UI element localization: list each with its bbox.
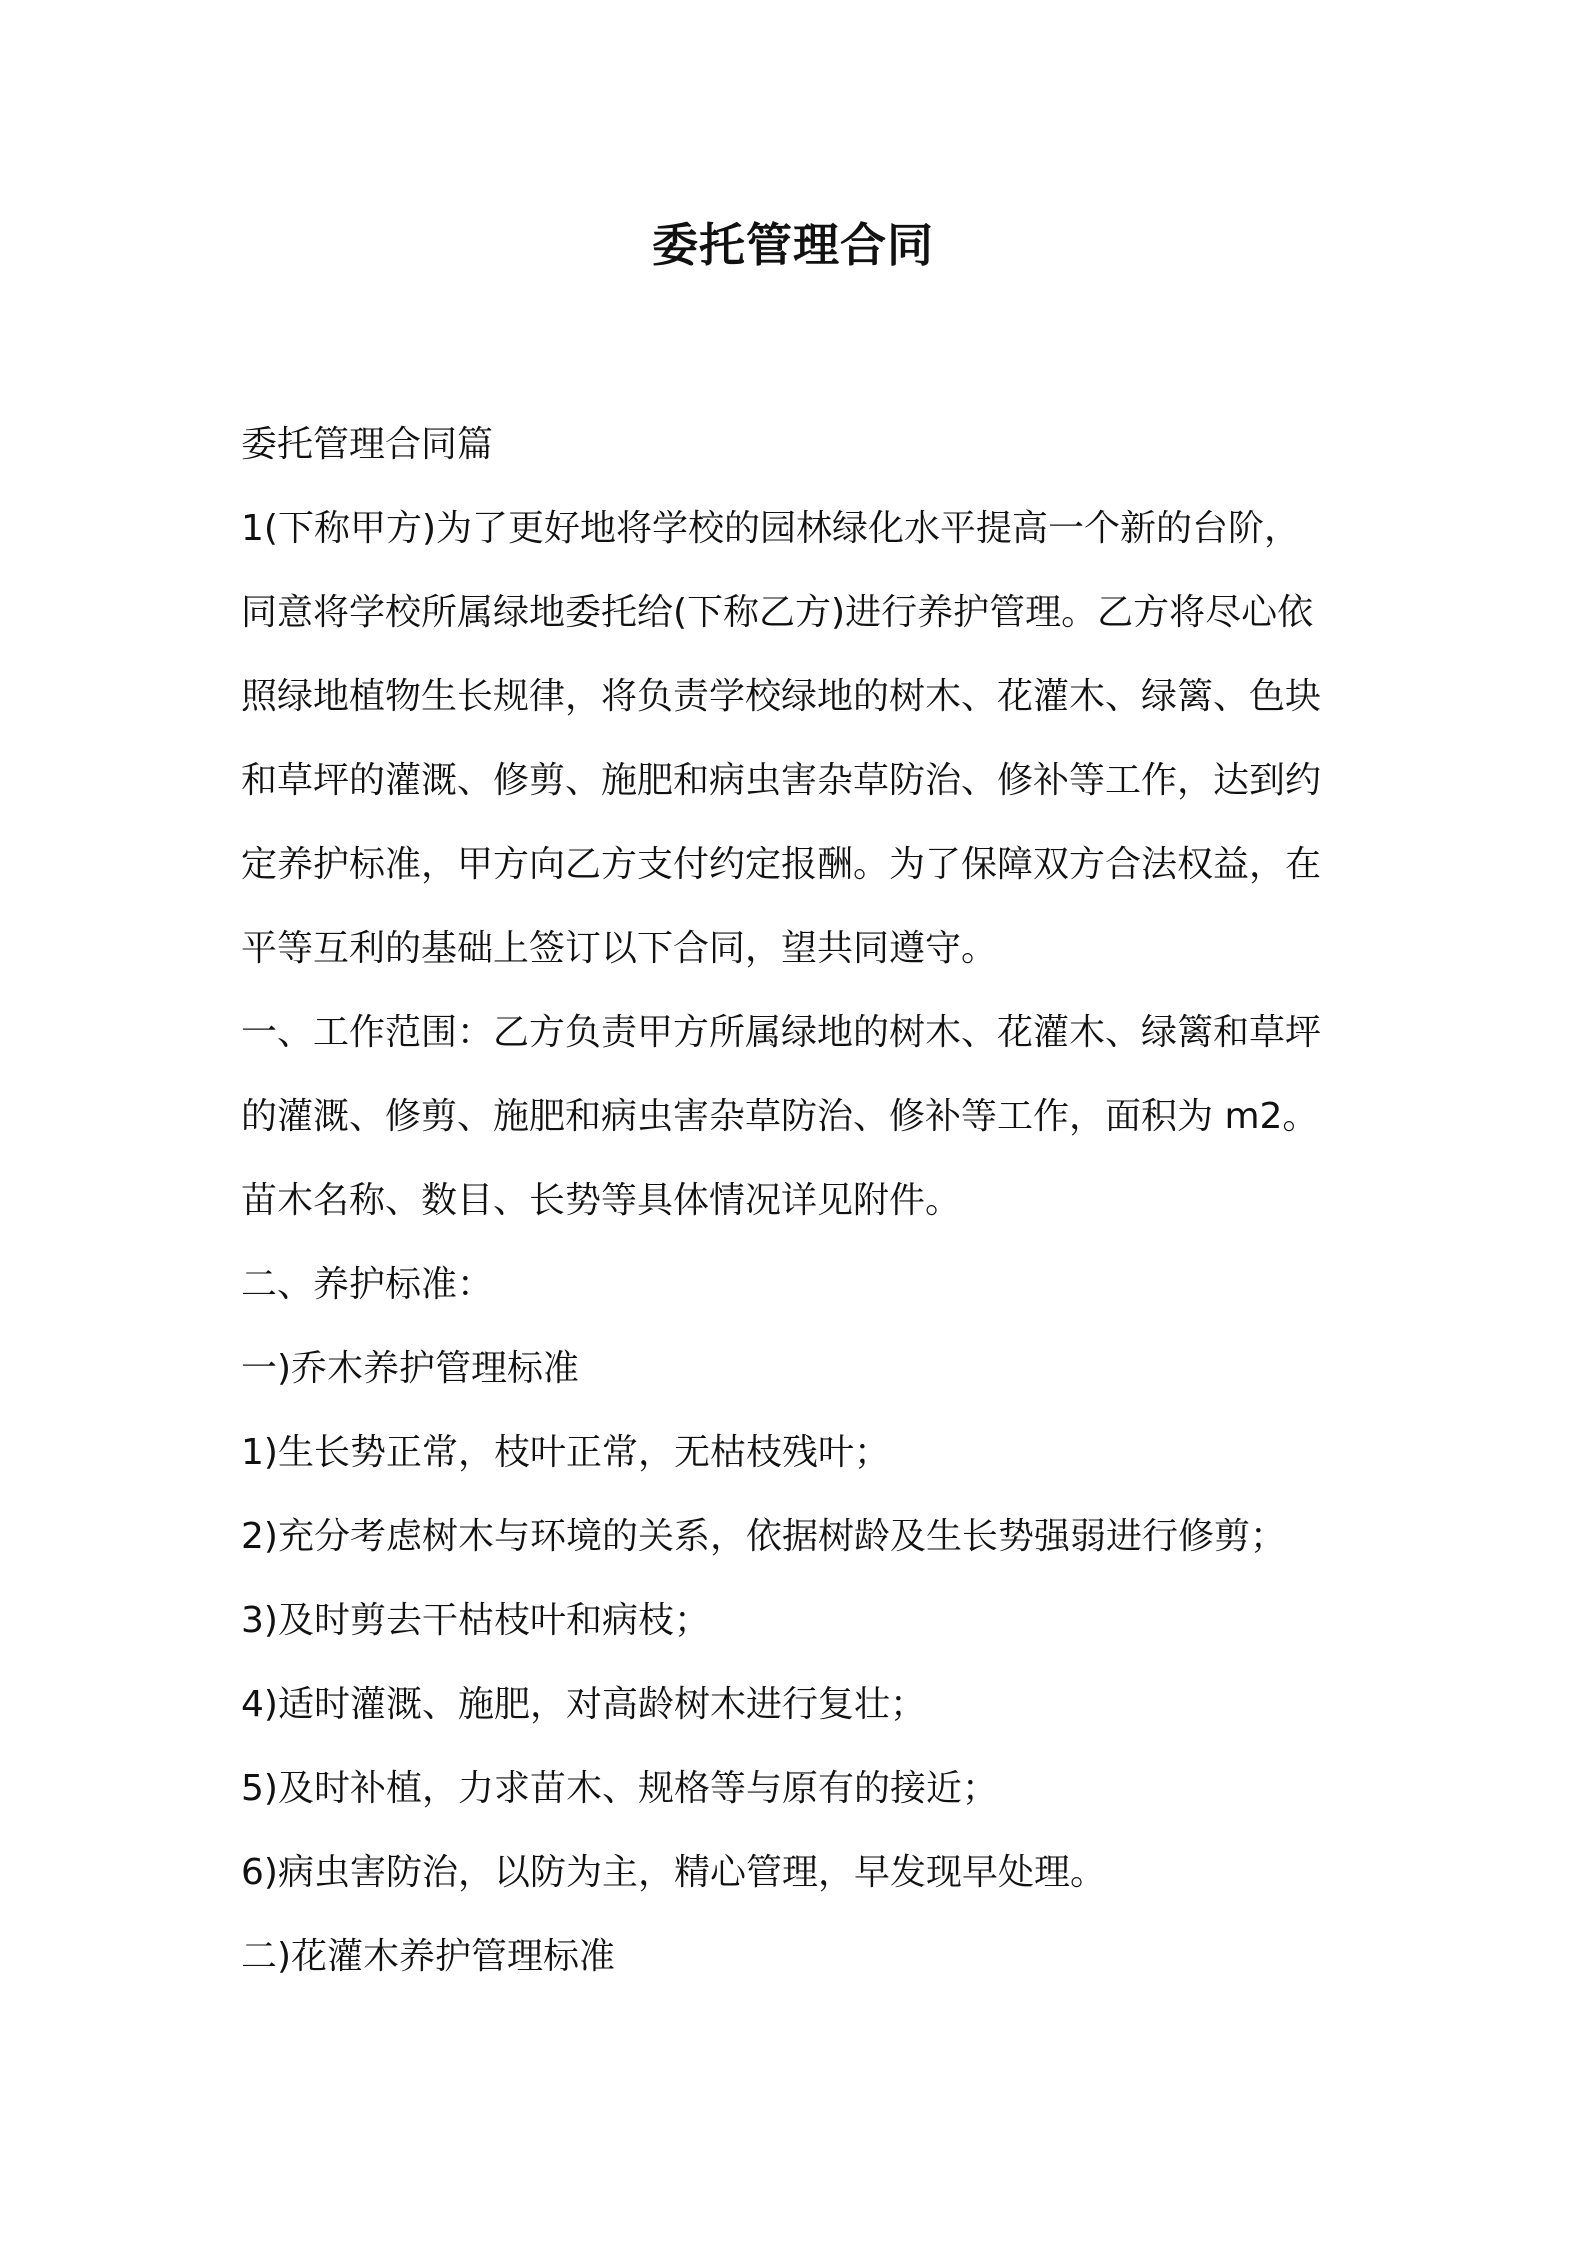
- text-line: 3)及时剪去干枯枝叶和病枝；: [241, 1600, 710, 1641]
- text-line: 定养护标准，甲方向乙方支付约定报酬。为了保障双方合法权益，在: [241, 844, 1322, 885]
- text-line: 2)充分考虑树木与环境的关系，依据树龄及生长势强弱进行修剪；: [241, 1516, 1286, 1557]
- text-line: 二)花灌木养护管理标准: [241, 1936, 616, 1977]
- text-line: 二、养护标准：: [241, 1264, 494, 1305]
- text-line: 委托管理合同篇: [241, 424, 494, 465]
- text-line: 一、工作范围：乙方负责甲方所属绿地的树木、花灌木、绿篱和草坪: [241, 1012, 1322, 1053]
- text-line: 4)适时灌溉、施肥，对高龄树木进行复壮；: [241, 1684, 926, 1725]
- text-line: 的灌溉、修剪、施肥和病虫害杂草防治、修补等工作，面积为 m2。: [241, 1096, 1319, 1137]
- text-line: 1)生长势正常，枝叶正常，无枯枝残叶；: [241, 1432, 890, 1473]
- document-body: [241, 403, 1361, 1999]
- text-line: 苗木名称、数目、长势等具体情况详见附件。: [241, 1180, 962, 1221]
- text-line: 照绿地植物生长规律，将负责学校绿地的树木、花灌木、绿篱、色块: [241, 676, 1322, 717]
- text-line: 1(下称甲方)为了更好地将学校的园林绿化水平提高一个新的台阶，: [241, 508, 1300, 549]
- text-line: 5)及时补植，力求苗木、规格等与原有的接近；: [241, 1768, 998, 1809]
- text-line: 和草坪的灌溉、修剪、施肥和病虫害杂草防治、修补等工作，达到约: [241, 760, 1322, 801]
- text-line: 一)乔木养护管理标准: [241, 1348, 580, 1389]
- document-title: 委托管理合同: [652, 218, 934, 272]
- text-line: 同意将学校所属绿地委托给(下称乙方)进行养护管理。乙方将尽心依: [241, 592, 1314, 633]
- text-line: 6)病虫害防治，以防为主，精心管理，早发现早处理。: [241, 1852, 1106, 1893]
- text-line: 平等互利的基础上签订以下合同，望共同遵守。: [241, 928, 998, 969]
